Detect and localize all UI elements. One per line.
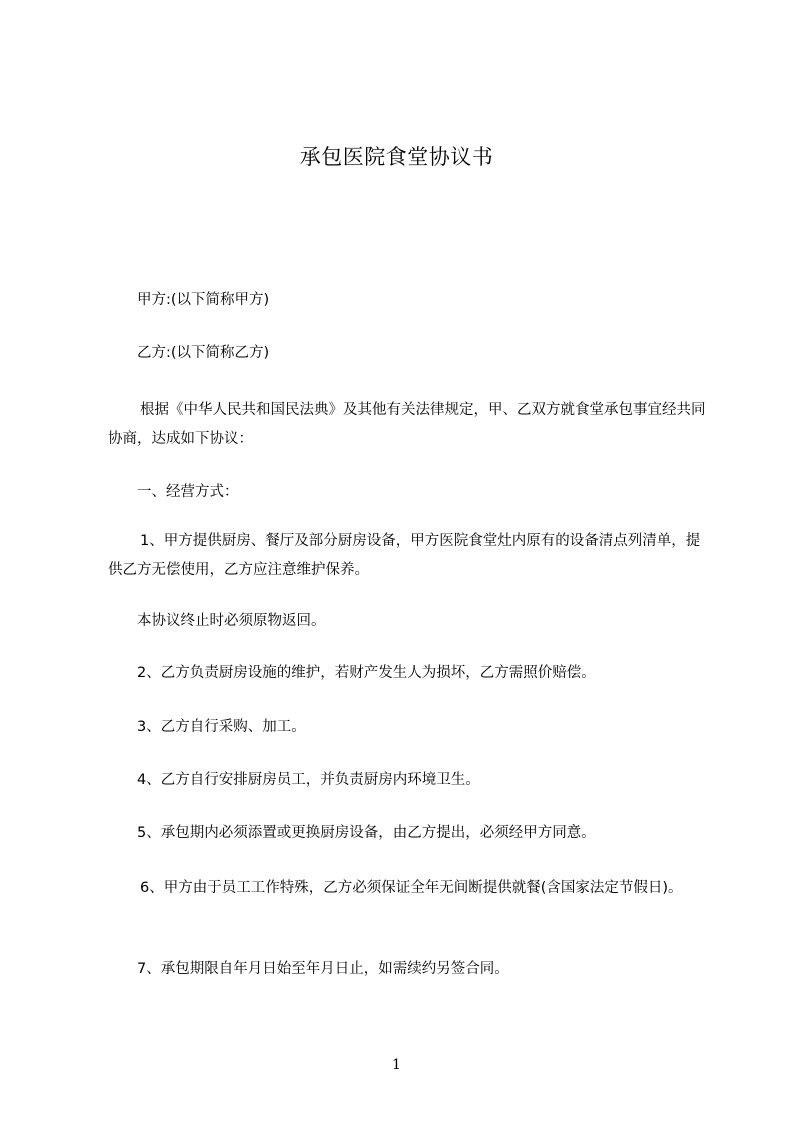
party-a-line: 甲方:(以下简称甲方) <box>137 292 270 308</box>
document-title: 承包医院食堂协议书 <box>299 145 494 169</box>
clause-5: 5、承包期内必须添置或更换厨房设备，由乙方提出，必须经甲方同意。 <box>137 825 596 841</box>
page-number: 1 <box>392 1057 401 1073</box>
clause-4: 4、乙方自行安排厨房员工，并负责厨房内环境卫生。 <box>137 772 480 788</box>
party-b-line: 乙方:(以下简称乙方) <box>137 345 270 361</box>
preamble-paragraph: 根据《中华人民共和国民法典》及其他有关法律规定，甲、乙双方就食堂承包事宜经共同协商，达成如下协议： <box>108 402 706 447</box>
clause-2: 2、乙方负责厨房设施的维护，若财产发生人为损坏，乙方需照价赔偿。 <box>137 665 596 681</box>
section-heading-operation: 一、经营方式： <box>137 484 239 500</box>
clause-1: 1、甲方提供厨房、餐厅及部分厨房设备，甲方医院食堂灶内原有的设备清点列清单，提供乙方无偿使用，乙方应注意维护保养。 <box>108 533 701 578</box>
clause-1-note: 本协议终止时必须原物返回。 <box>137 613 326 629</box>
clause-6: 6、甲方由于员工工作特殊，乙方必须保证全年无间断提供就餐(含国家法定节假日)。 <box>140 880 683 896</box>
clause-7: 7、承包期限自年月日始至年月日止，如需续约另签合同。 <box>137 961 509 977</box>
clause-3: 3、乙方自行采购、加工。 <box>137 719 306 735</box>
